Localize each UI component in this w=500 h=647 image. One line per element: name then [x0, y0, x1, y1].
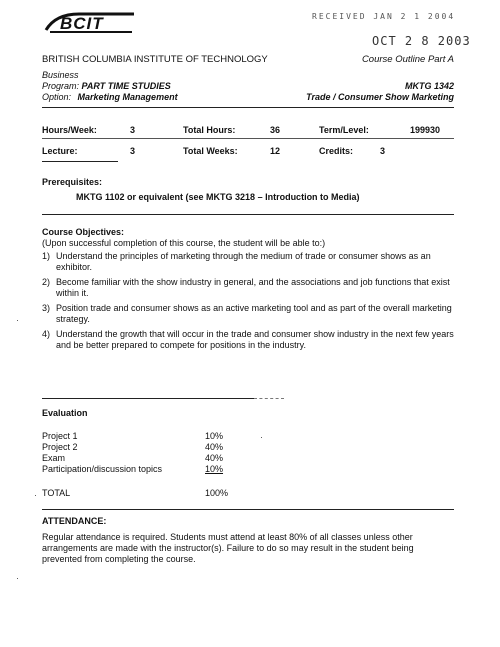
scan-speck: · [16, 315, 19, 325]
objective-number: 3) [42, 303, 51, 313]
objective-text: Become familiar with the show industry in general, and the associations and job functions that exist within it. [56, 277, 450, 298]
objective-item [42, 329, 454, 351]
credits-value: 3 [380, 146, 386, 156]
course-title: Trade / Consumer Show Marketing [306, 92, 454, 102]
lecture-label: Lecture: [42, 146, 78, 156]
scan-speck: · [16, 573, 19, 583]
attendance-heading: ATTENDANCE: [42, 516, 107, 526]
evaluation-weight: 10% [205, 464, 224, 474]
prerequisites-divider [42, 214, 454, 215]
evaluation-divider [42, 509, 454, 510]
doc-type: Course Outline Part A [361, 54, 454, 65]
header-divider [42, 107, 454, 108]
evaluation-item: Participation/discussion topics [42, 464, 163, 474]
total-weeks-value: 12 [270, 146, 281, 156]
evaluation-row [42, 464, 223, 475]
hours-week-value: 3 [130, 125, 136, 135]
evaluation-table [42, 431, 223, 475]
school-name: Business [42, 70, 79, 80]
option-line [42, 92, 178, 102]
option-label: Option: [42, 92, 72, 102]
term-label: Term/Level: [319, 125, 369, 135]
objectives-list [42, 251, 454, 355]
objectives-heading: Course Objectives: [42, 227, 125, 237]
date-stamp: OCT 2 8 2003 [372, 34, 471, 48]
hours-week-label: Hours/Week: [42, 125, 97, 135]
objective-number: 4) [42, 329, 51, 339]
scan-speck: · [260, 432, 263, 442]
evaluation-row [42, 453, 223, 464]
objective-item [42, 251, 454, 273]
objective-item [42, 303, 454, 325]
evaluation-item: Project 1 [42, 431, 78, 441]
objective-text: Understand the principles of marketing through the medium of trade or consumer shows as an exhibitor. [56, 251, 431, 272]
evaluation-total-label: TOTAL [42, 488, 71, 498]
logo-text: BCIT [60, 14, 104, 33]
objective-text: Position trade and consumer shows as an active marketing tool and as part of the overall marketing strategy. [56, 303, 452, 324]
program-label: Program: [42, 81, 80, 91]
objective-item [42, 277, 454, 299]
evaluation-item: Exam [42, 453, 66, 463]
lecture-value: 3 [130, 146, 136, 156]
received-stamp: RECEIVED JAN 2 1 2004 [312, 12, 456, 21]
objectives-divider-tail [254, 398, 284, 399]
option-value: Marketing Management [77, 92, 178, 102]
objective-text: Understand the growth that will occur in the trade and consumer show industry in the next few years and be better prepared to compete for positions in the industry. [56, 329, 454, 350]
program-value: PART TIME STUDIES [81, 81, 171, 91]
evaluation-total-value: 100% [205, 488, 229, 498]
total-hours-label: Total Hours: [183, 125, 236, 135]
evaluation-weight: 40% [205, 442, 224, 452]
evaluation-row [42, 431, 223, 442]
prerequisites-heading: Prerequisites: [42, 177, 103, 187]
bcit-logo [42, 10, 142, 36]
total-hours-value: 36 [270, 125, 281, 135]
evaluation-heading: Evaluation [42, 408, 88, 418]
evaluation-weight: 10% [205, 431, 224, 441]
program-line [42, 81, 171, 91]
attendance-line-2: arrangements are made with the instructor(s). Failure to do so may result in the student being [42, 543, 414, 553]
credits-label: Credits: [319, 146, 354, 156]
prerequisites-text: MKTG 1102 or equivalent (see MKTG 3218 – Introduction to Media) [76, 192, 360, 202]
objective-number: 1) [42, 251, 51, 261]
evaluation-row [42, 442, 223, 453]
institute-name: BRITISH COLUMBIA INSTITUTE OF TECHNOLOGY [42, 54, 268, 65]
lecture-underline [42, 161, 118, 162]
objectives-intro: (Upon successful completion of this course, the student will be able to:) [42, 238, 326, 248]
objectives-divider [42, 398, 254, 399]
attendance-line-3: prevented from completing the course. [42, 554, 196, 564]
scan-speck: · [34, 490, 37, 500]
course-code: MKTG 1342 [404, 81, 454, 91]
term-value: 199930 [410, 125, 441, 135]
total-weeks-label: Total Weeks: [183, 146, 238, 156]
details-divider [42, 138, 454, 139]
attendance-line-1: Regular attendance is required. Students must attend at least 80% of all classes unless other [42, 532, 413, 542]
objective-number: 2) [42, 277, 51, 287]
evaluation-item: Project 2 [42, 442, 78, 452]
evaluation-weight: 40% [205, 453, 224, 463]
